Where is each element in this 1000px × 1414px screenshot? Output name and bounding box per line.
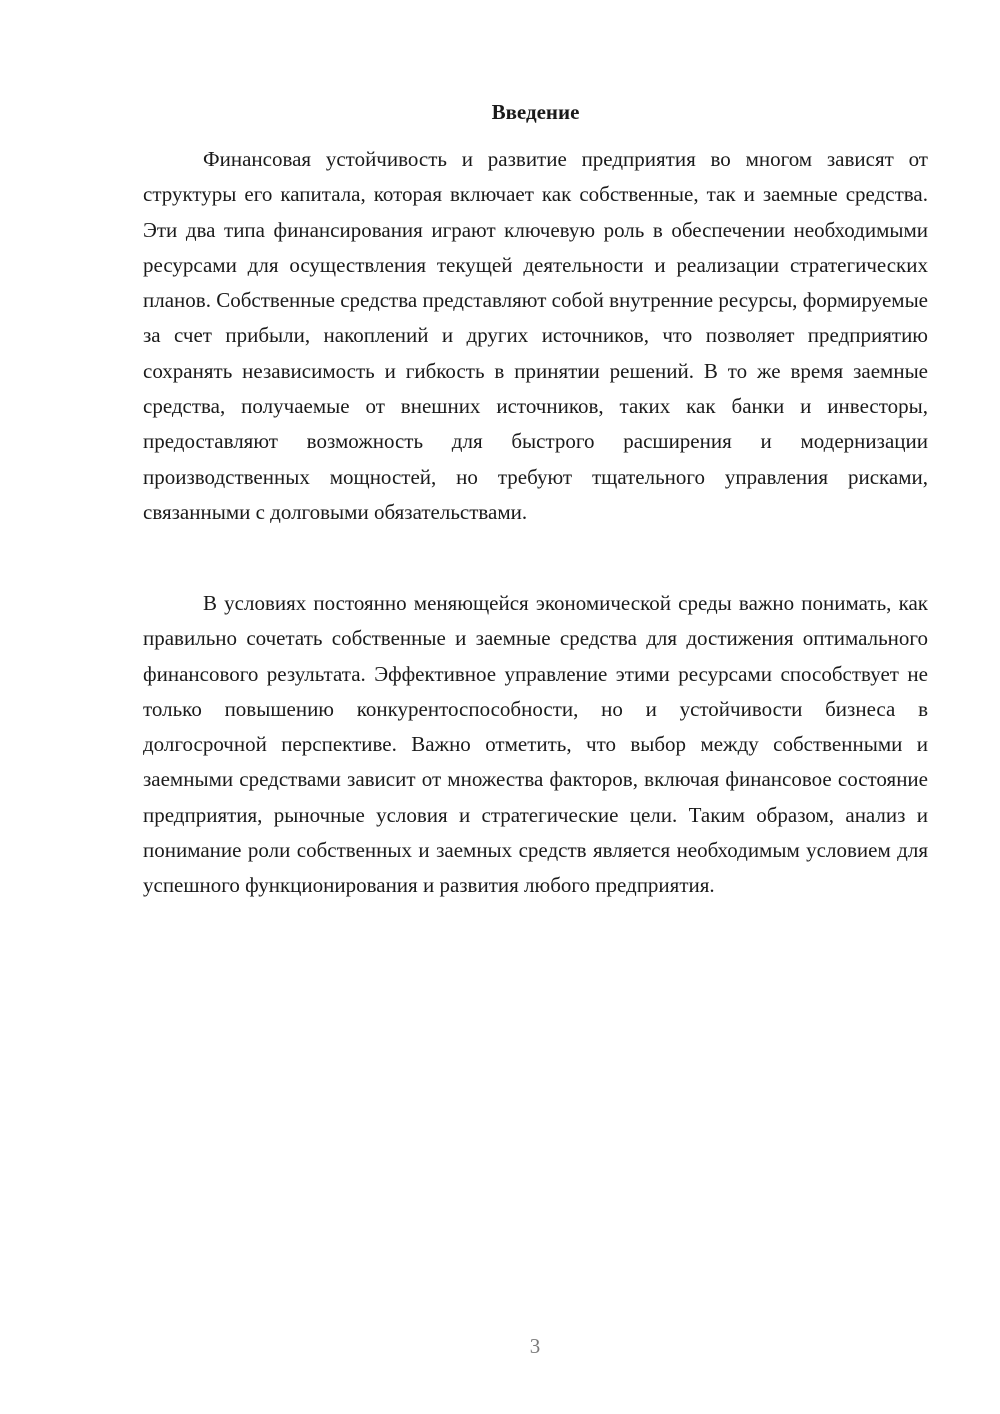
paragraph-1: Финансовая устойчивость и развитие предприятия во многом зависят от структуры его капитала, которая включает как собственные, так и заемные средства. Эти два типа финансирования играют ключевую роль в обеспечении необходимыми ресурсами для осуществления текущей деятельности и реализации стратегических планов. Собственные средства представляют собой внутренние ресурсы, формируемые за счет прибыли, накоплений и других источников, что позволяет предприятию сохранять независимость и гибкость в принятии решений. В то же время заемные средства, получаемые от внешних источников, таких как банки и инвесторы, предоставляют возможность для быстрого расширения и модернизации производственных мощностей, но требуют тщательного управления рисками, связанными с долговыми обязательствами. [143,147,928,524]
page-number: 3 [529,1334,541,1358]
page-title: Введение [491,100,580,124]
paragraph-2: В условиях постоянно меняющейся экономической среды важно понимать, как правильно сочетать собственные и заемные средства для достижения оптимального финансового результата. Эффективное управление этими ресурсами способствует не только повышению конкурентоспособности, но и устойчивости бизнеса в долгосрочной перспективе. Важно отметить, что выбор между собственными и заемными средствами зависит от множества факторов, включая финансовое состояние предприятия, рыночные условия и стратегические цели. Таким образом, анализ и понимание роли собственных и заемных средств является необходимым условием для успешного функционирования и развития любого предприятия. [143,591,928,898]
